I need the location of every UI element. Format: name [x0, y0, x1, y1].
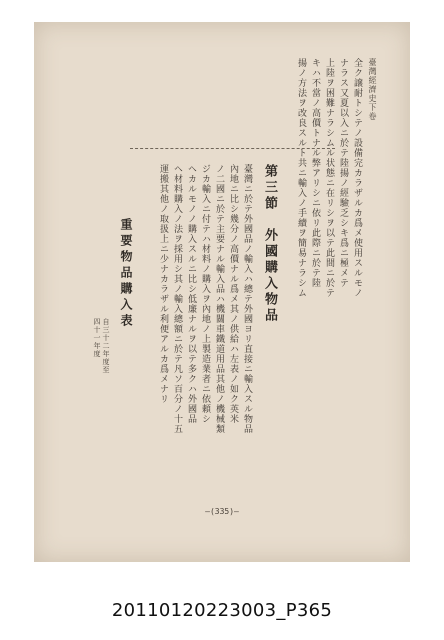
section-title: 第三節 外國購入物品	[262, 164, 277, 324]
section-paragraph-line: ヘ材料購入ノ法ヲ採用シ其ノ輸入總額ニ於テ凡ソ百分ノ十五	[172, 164, 182, 434]
section-paragraph-line: 內地ニ比シ幾分ノ高價ナル爲メ其ノ供給ハ左表ノ如ク英米	[228, 164, 238, 424]
page-number: —(335)—	[205, 507, 239, 516]
image-caption: 20110120223003_P365	[111, 600, 333, 621]
top-paragraph-line: 全ク譲耐トシテノ設備完カラザルカ爲メ使用スルモノ	[352, 58, 362, 298]
year-range-note: 自三十二年度至四十一年度	[93, 318, 110, 374]
top-paragraph-line: キハ不當ノ高價トナル弊アリシニ依リ此際ニ於テ陸	[310, 58, 320, 288]
top-paragraph-line: ナラス又夏以入ニ於テ陸揚ノ經驗乏シキ爲ニ極メテ	[338, 58, 348, 288]
top-paragraph-line: 上陸ヲ困難ナラシムル状態ニ在リシヲ以テ此間ニ於テ	[324, 58, 334, 298]
section-paragraph-line: ヘカルモノノ購入スルニ比シ低廉ナルヲ以テ多クハ外國品	[186, 164, 196, 424]
running-head: 臺灣經濟史下卷	[368, 58, 377, 121]
section-paragraph-line: ジカ輸入ニ付テハ材料ノ購入ヲ內地ノ上製造業者ニ依頼シ	[200, 164, 210, 424]
section-paragraph-line: 臺灣ニ於テ外國品ノ輸入ハ總テ外國ヨリ直接ニ輸入スル物品	[242, 164, 252, 434]
top-paragraph-line: 揚ノ方法ヲ改良スルト共ニ輸入ノ手續ヲ簡易ナラシム	[296, 58, 306, 298]
book-page	[34, 22, 410, 562]
section-divider	[130, 148, 335, 149]
table-heading: 重要物品購入表	[119, 218, 133, 330]
section-paragraph-line: 運搬其他ノ取扱上ニ少ナカラザル利便アルカ爲メナリ	[158, 164, 168, 404]
section-paragraph-line: ノ二國ニ於テ主要ナル輸入品ハ機關車鐵道用品其他ノ機械類	[214, 164, 224, 434]
